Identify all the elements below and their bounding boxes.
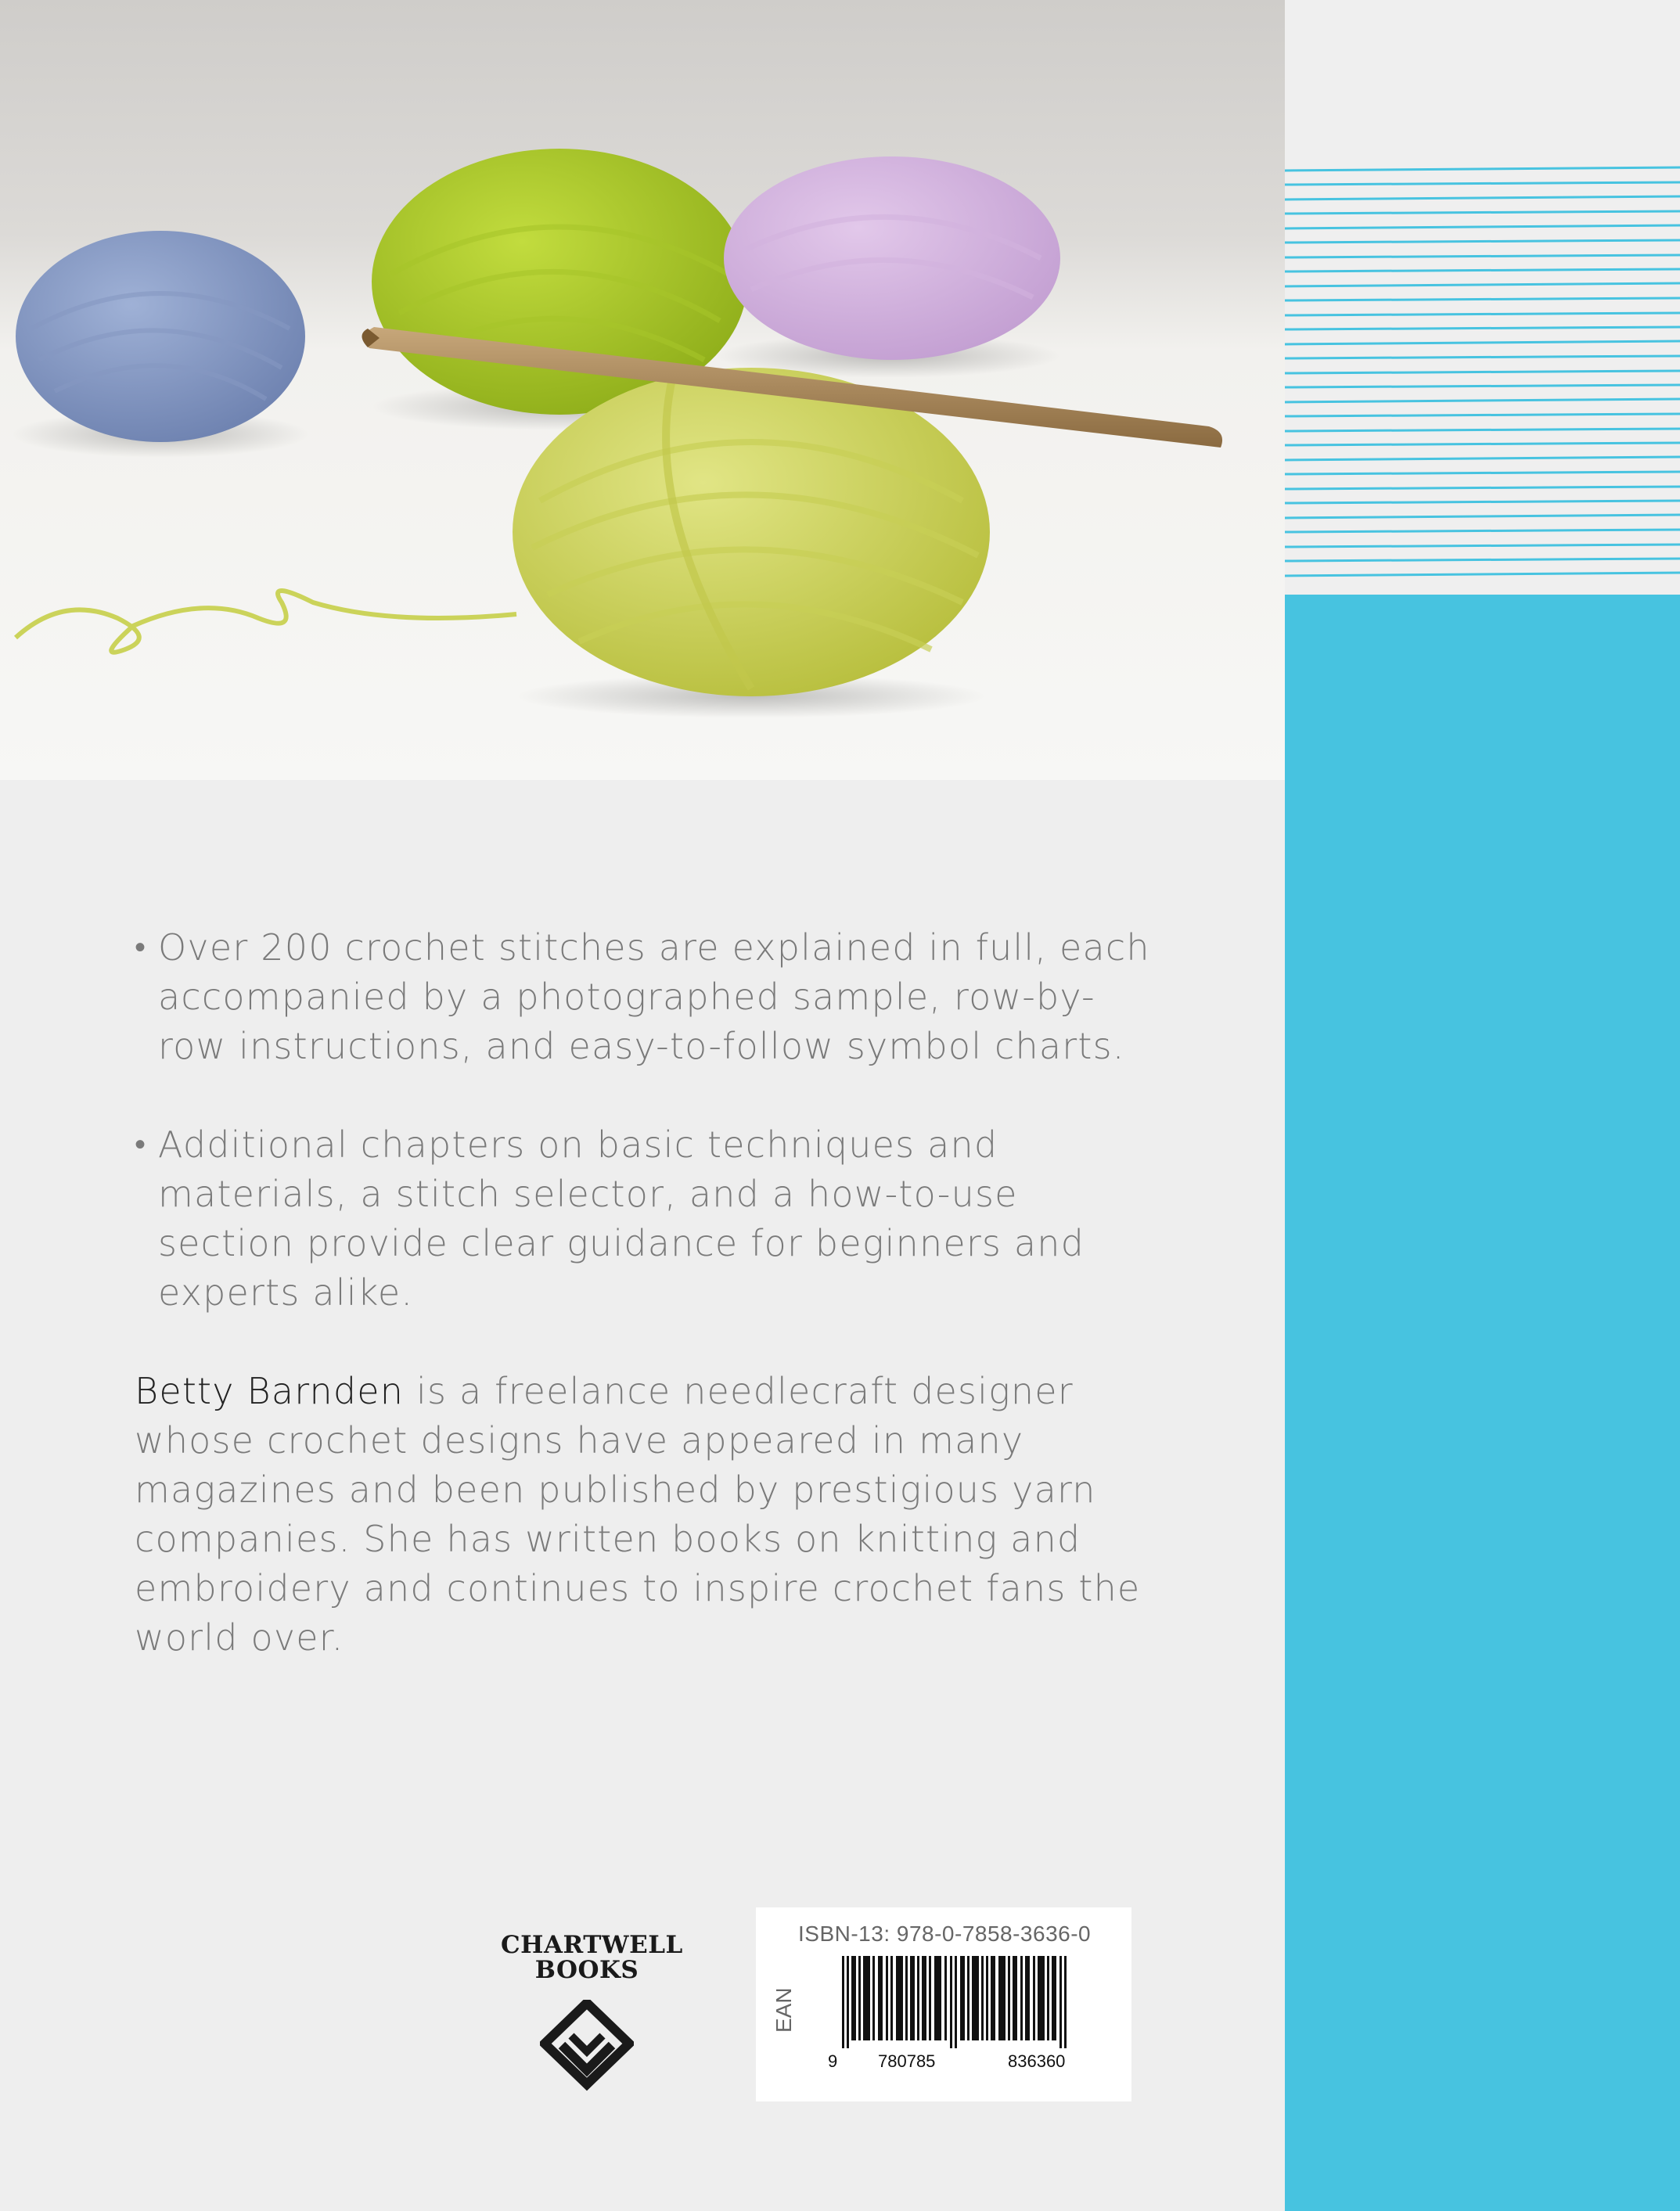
back-cover-copy xyxy=(135,923,1152,1663)
feature-bullet-stitches xyxy=(135,923,1152,1071)
yarn-strand xyxy=(16,591,516,653)
ean-label: EAN xyxy=(772,1987,796,2033)
publisher-name-line1: CHARTWELL xyxy=(501,1931,683,1959)
barcode-first-digit: 9 xyxy=(828,2051,838,2071)
author-bio-text: is a freelance needlecraft designer whose crochet designs have appeared in many magazines and been published by prestigious yarn companies. She has written books on knitting and embroidery and continues to inspire crochet fans the world over. xyxy=(135,1370,1141,1659)
side-panel xyxy=(1285,0,1680,2211)
bullet-symbol: • xyxy=(135,1127,147,1163)
isbn-number: ISBN-13: 978-0-7858-3636-0 xyxy=(798,1922,1092,1946)
feature-bullet-chapters xyxy=(135,1120,1152,1318)
chartwell-books-logo-icon xyxy=(540,2000,634,2101)
publisher-name-line2: BOOKS xyxy=(534,1956,639,1984)
decorative-stripes xyxy=(1285,164,1680,595)
barcode-bars xyxy=(842,1956,1077,2048)
yarn-ball-lilac-icon xyxy=(716,156,1060,378)
feature-text: Over 200 crochet stitches are explained in full, each accompanied by a photographed sample, row-by-row instructions, and easy-to-follow symbol charts. xyxy=(158,926,1150,1067)
author-bio xyxy=(135,1367,1152,1663)
yarn-ball-yellow-icon xyxy=(513,368,990,718)
barcode-right-digits: 836360 xyxy=(1008,2051,1066,2071)
publisher-logo xyxy=(501,1931,683,2101)
cover-photo xyxy=(0,0,1285,780)
yarn-still-life xyxy=(0,0,1285,780)
barcode-panel xyxy=(756,1907,1131,2101)
bullet-symbol: • xyxy=(135,929,147,965)
yarn-ball-blue-icon xyxy=(12,231,309,458)
accent-color-block xyxy=(1285,595,1680,2211)
barcode-left-digits: 780785 xyxy=(878,2051,936,2071)
author-name: Betty Barnden xyxy=(135,1370,405,1412)
feature-text: Additional chapters on basic techniques and materials, a stitch selector, and a how-to-use section provide clear guidance for beginners and experts alike. xyxy=(158,1123,1085,1314)
